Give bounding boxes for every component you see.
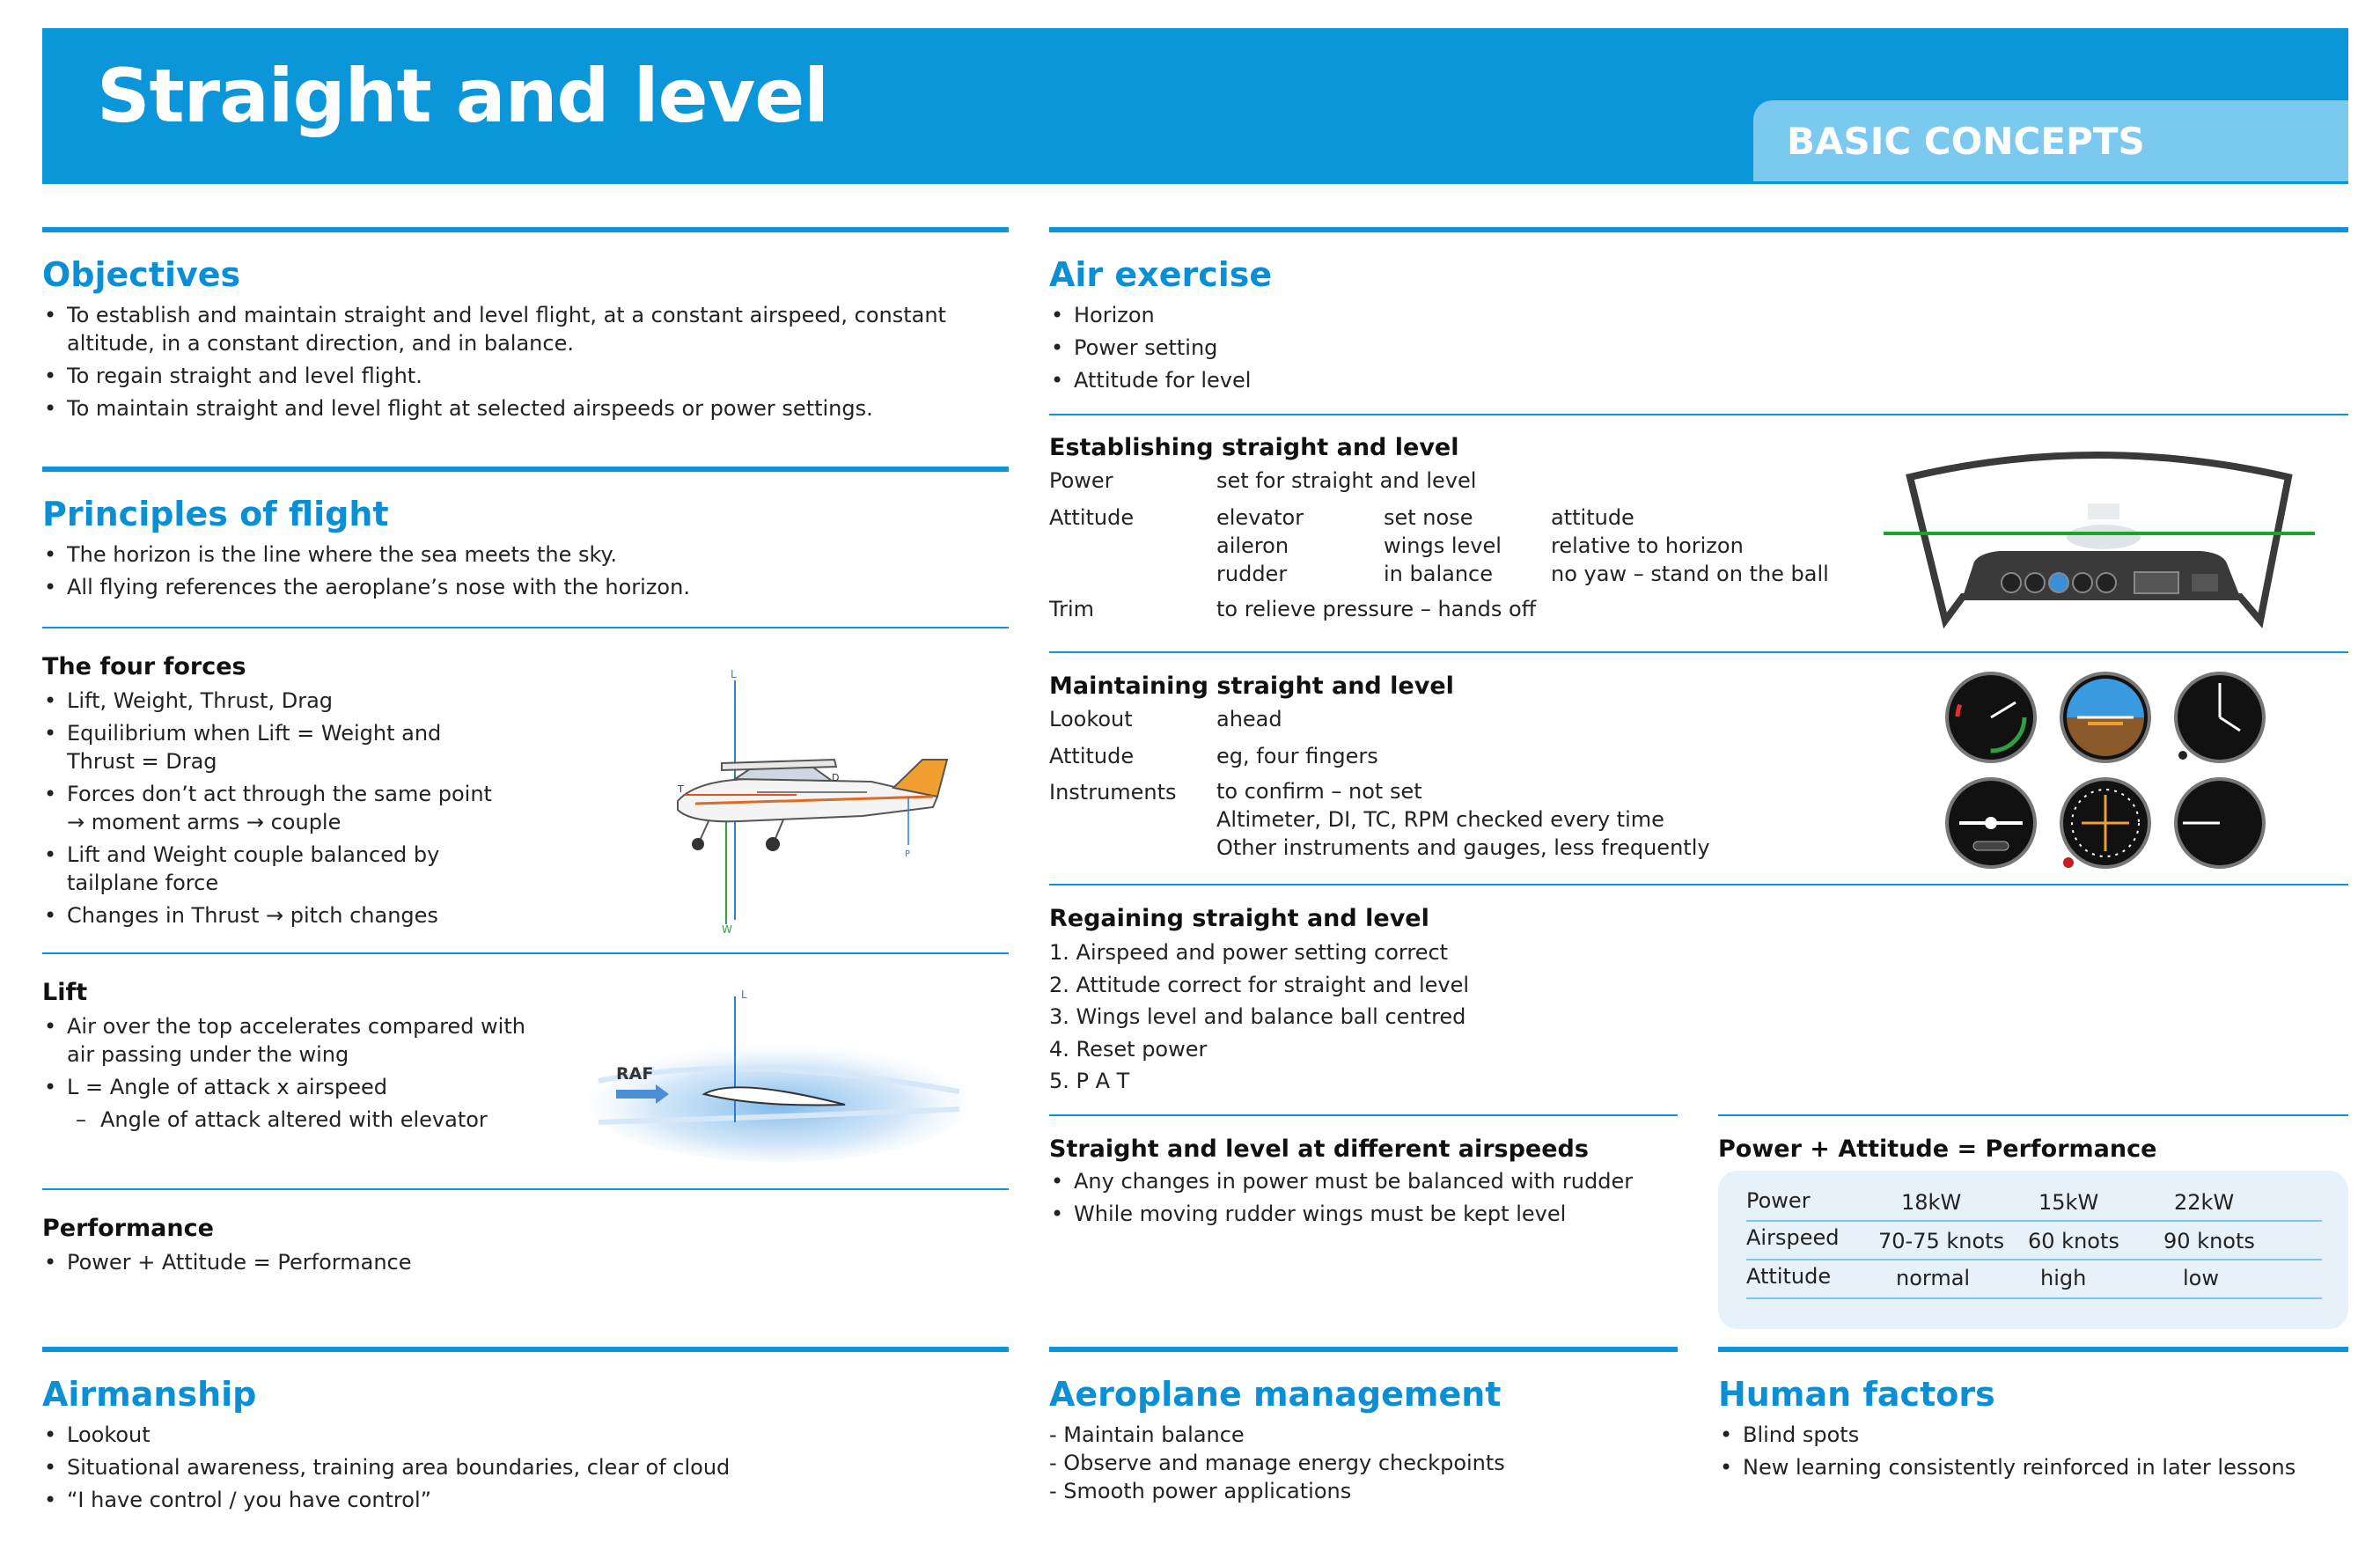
table-cell: 70-75 knots (1878, 1229, 2005, 1253)
lift-airfoil-diagram (581, 986, 968, 1162)
table-row-label: Attitude (1746, 1264, 1832, 1289)
tail-force-label: P (905, 849, 911, 859)
action-item: wings level (1384, 533, 1502, 558)
page-title: Straight and level (97, 53, 829, 139)
list-item: • Any changes in power must be balanced with rudder (1049, 1167, 1678, 1195)
list-item: • Lift and Weight couple balanced by tailplane force (42, 841, 500, 897)
principles-heading: Principles of flight (42, 495, 389, 533)
performance-heading: Performance (42, 1215, 214, 1242)
table-cell: 60 knots (2028, 1229, 2119, 1253)
table-divider (1746, 1220, 2322, 1222)
list-item: • Air over the top accelerates compared with air passing under the wing (42, 1012, 535, 1069)
airspeeds-list (1049, 1167, 1678, 1232)
trim-label: Trim (1049, 597, 1095, 621)
section-rule (42, 467, 1009, 472)
list-item: • Equilibrium when Lift = Weight and Thrust = Drag (42, 719, 500, 775)
list-item: • Changes in Thrust → pitch changes (42, 901, 500, 930)
table-cell: 18kW (1901, 1190, 1962, 1215)
list-item: • The horizon is the line where the sea meets the sky. (42, 540, 993, 569)
four-forces-heading: The four forces (42, 653, 246, 680)
list-item: • Attitude for level (1049, 366, 1929, 394)
table-cell: normal (1896, 1266, 1971, 1290)
action-column (1384, 503, 1502, 588)
list-item: • To maintain straight and level flight at selected airspeeds or power settings. (42, 394, 993, 423)
section-rule (1049, 884, 2348, 886)
list-item: 4. Reset power (1049, 1036, 1208, 1062)
section-rule (1049, 651, 2348, 653)
air-exercise-list (1049, 301, 1929, 399)
airspeed-indicator-icon (1947, 673, 2035, 761)
vertical-speed-indicator-icon (2176, 779, 2264, 867)
airspeeds-heading: Straight and level at different airspeeds (1049, 1135, 1589, 1163)
list-item: • Situational awareness, training area boundaries, clear of cloud (42, 1453, 993, 1481)
four-forces-list (42, 687, 500, 934)
aeroplane-management-list (1049, 1421, 1678, 1505)
pap-heading: Power + Attitude = Performance (1718, 1135, 2157, 1163)
list-item: • To regain straight and level flight. (42, 362, 993, 390)
regaining-heading: Regaining straight and level (1049, 905, 1429, 932)
section-rule (42, 227, 1009, 232)
airmanship-heading: Airmanship (42, 1375, 257, 1414)
regaining-list (1049, 937, 1929, 1098)
control-item: aileron (1216, 533, 1289, 558)
table-cell: high (2040, 1266, 2087, 1290)
section-rule (42, 1347, 1009, 1352)
action-item: in balance (1384, 562, 1493, 586)
list-item: - Maintain balance (1049, 1422, 1245, 1447)
maintaining-heading: Maintaining straight and level (1049, 672, 1454, 700)
instruments-values (1216, 777, 1710, 862)
air-exercise-heading: Air exercise (1049, 255, 1273, 294)
list-item: • Forces don’t act through the same point → moment arms → couple (42, 780, 500, 836)
list-item: • All flying references the aeroplane’s nose with the horizon. (42, 573, 993, 601)
lookout-label: Lookout (1049, 707, 1133, 731)
list-item: 3. Wings level and balance ball centred (1049, 1004, 1466, 1029)
attitude-label: Attitude (1049, 505, 1135, 530)
list-item: 2. Attitude correct for straight and level (1049, 972, 1470, 997)
instruments-label: Instruments (1049, 780, 1177, 805)
section-rule (1049, 1347, 1678, 1352)
table-divider (1746, 1259, 2322, 1260)
raf-label: RAF (616, 1064, 654, 1084)
list-item: • Blind spots (1718, 1421, 2348, 1449)
weight-label: W (722, 923, 732, 936)
section-rule (42, 952, 1009, 954)
list-item: • While moving rudder wings must be kept level (1049, 1200, 1678, 1228)
instrument-note: Other instruments and gauges, less frequently (1216, 835, 1710, 860)
table-row-label: Power (1746, 1188, 1811, 1213)
reference-item: no yaw – stand on the ball (1551, 562, 1829, 586)
aeroplane-management-heading: Aeroplane management (1049, 1375, 1502, 1414)
lift-list (42, 1012, 535, 1134)
list-item: 5. P A T (1049, 1069, 1130, 1093)
altimeter-icon (2176, 673, 2264, 761)
cockpit-horizon-view (1884, 440, 2324, 634)
principles-list (42, 540, 993, 606)
section-rule (1049, 1114, 1678, 1116)
control-item: elevator (1216, 505, 1304, 530)
table-cell: 15kW (2038, 1190, 2099, 1215)
table-cell: 90 knots (2163, 1229, 2255, 1253)
trim-value: to relieve pressure – hands off (1216, 597, 1537, 621)
table-divider (1746, 1297, 2322, 1299)
list-item: • Lookout (42, 1421, 993, 1449)
performance-list (42, 1248, 993, 1281)
instrument-note: Altimeter, DI, TC, RPM checked every time (1216, 807, 1664, 832)
section-rule (42, 627, 1009, 628)
table-row-label: Airspeed (1746, 1225, 1840, 1250)
list-item: • Power setting (1049, 334, 1929, 362)
flight-instruments-panel (1936, 667, 2315, 870)
list-item: • Lift, Weight, Thrust, Drag (42, 687, 500, 715)
list-item: 1. Airspeed and power setting correct (1049, 940, 1449, 965)
four-forces-diagram (643, 665, 977, 937)
action-item: set nose (1384, 505, 1473, 530)
reference-item: attitude (1551, 505, 1634, 530)
table-cell: 22kW (2174, 1190, 2235, 1215)
human-factors-list (1718, 1421, 2348, 1486)
reference-column (1551, 503, 1829, 588)
establishing-heading: Establishing straight and level (1049, 434, 1459, 461)
header-underline (42, 181, 2348, 184)
list-item: - Smooth power applications (1049, 1479, 1352, 1503)
section-rule (1718, 1347, 2348, 1352)
section-rule (1718, 1114, 2348, 1116)
instrument-note: to confirm – not set (1216, 779, 1422, 804)
attitude-value: eg, four fingers (1216, 744, 1378, 768)
control-column (1216, 503, 1304, 588)
list-item: • To establish and maintain straight and level flight, at a constant airspeed, constant altitude, in a constant direction, and in balance. (42, 301, 993, 357)
list-item: - Observe and manage energy checkpoints (1049, 1451, 1505, 1475)
reference-item: relative to horizon (1551, 533, 1744, 558)
section-rule (1049, 227, 2348, 232)
lookout-value: ahead (1216, 707, 1282, 731)
list-item: • “I have control / you have control” (42, 1486, 993, 1514)
lift-heading: Lift (42, 979, 88, 1006)
category-tab-label: BASIC CONCEPTS (1787, 120, 2145, 163)
list-item: • L = Angle of attack x airspeed (42, 1073, 535, 1101)
human-factors-heading: Human factors (1718, 1375, 1995, 1414)
table-cell: low (2183, 1266, 2219, 1290)
lift-label: L (731, 668, 737, 680)
list-subitem: – Angle of attack altered with elevator (42, 1106, 535, 1134)
attitude-label: Attitude (1049, 744, 1135, 768)
control-item: rudder (1216, 562, 1288, 586)
section-rule (42, 1188, 1009, 1190)
power-value: set for straight and level (1216, 468, 1477, 493)
turn-coordinator-icon (1947, 779, 2035, 867)
objectives-list (42, 301, 993, 427)
heading-indicator-icon (2061, 779, 2149, 868)
list-item: • New learning consistently reinforced in later lessons (1718, 1453, 2348, 1481)
attitude-indicator-icon (2061, 673, 2149, 761)
objectives-heading: Objectives (42, 255, 241, 294)
airmanship-list (42, 1421, 993, 1518)
drag-label: D (832, 772, 840, 783)
lift-diagram-label: L (741, 988, 747, 1001)
list-item: • Power + Attitude = Performance (42, 1248, 993, 1276)
section-rule (1049, 414, 2348, 415)
thrust-label: T (678, 783, 684, 795)
list-item: • Horizon (1049, 301, 1929, 329)
power-label: Power (1049, 468, 1113, 493)
